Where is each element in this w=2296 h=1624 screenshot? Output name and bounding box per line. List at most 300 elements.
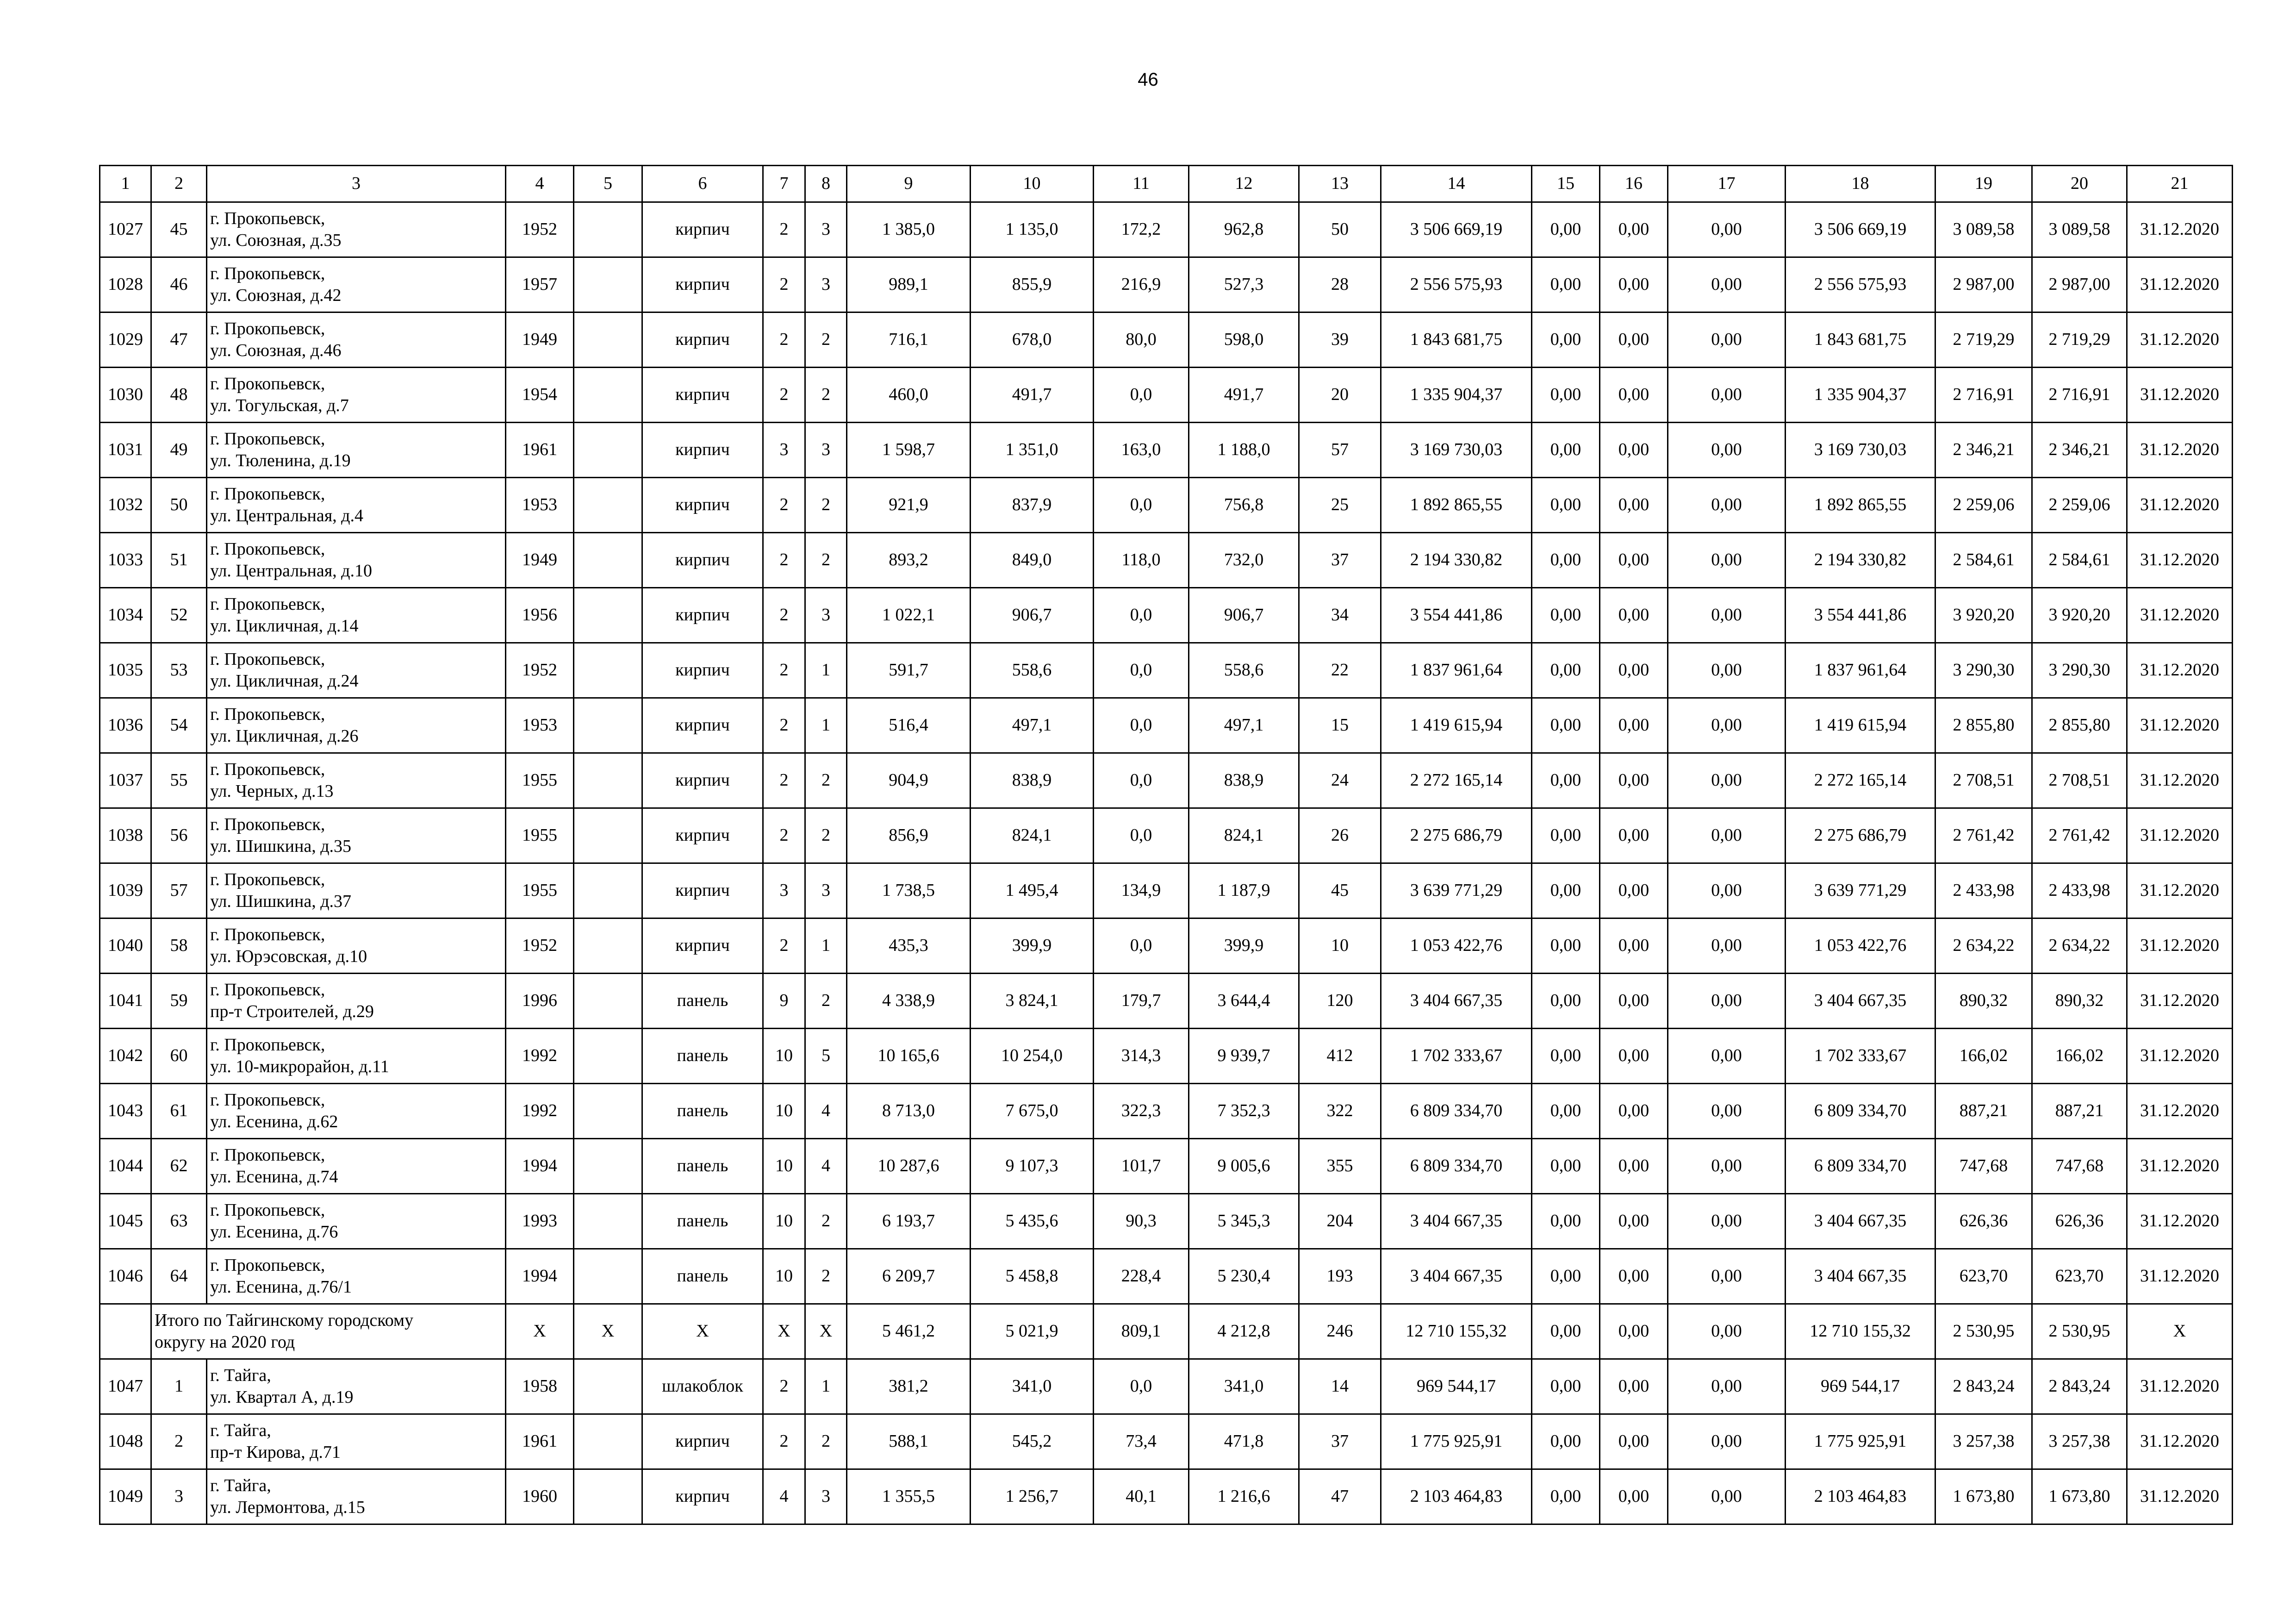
cell-col-6: кирпич: [642, 202, 763, 257]
address-city: г. Тайга,: [210, 1475, 271, 1495]
subtotal-col-8: X: [805, 1304, 847, 1359]
cell-col-15: 0,00: [1532, 643, 1600, 698]
cell-col-16: 0,00: [1600, 1029, 1668, 1084]
address-cell: [207, 312, 506, 368]
cell-col-15: 0,00: [1532, 257, 1600, 312]
cell-col-20: 2 987,00: [2032, 257, 2127, 312]
cell-col-20: 2 855,80: [2032, 698, 2127, 753]
cell-col-11: 314,3: [1094, 1029, 1189, 1084]
cell-col-4: 1958: [506, 1359, 574, 1414]
address-city: г. Прокопьевск,: [210, 924, 325, 944]
cell-col-12: 5 345,3: [1189, 1194, 1299, 1249]
cell-col-7: 2: [763, 588, 805, 643]
cell-col-11: 0,0: [1094, 808, 1189, 863]
cell-col-16: 0,00: [1600, 533, 1668, 588]
address-city: г. Прокопьевск,: [210, 814, 325, 834]
column-header: 13: [1299, 166, 1381, 202]
table-row: [100, 863, 2233, 918]
cell-col-10: 1 351,0: [971, 423, 1094, 478]
cell-col-8: 2: [805, 1194, 847, 1249]
column-header: 15: [1532, 166, 1600, 202]
cell-col-10: 341,0: [971, 1359, 1094, 1414]
address-city: г. Прокопьевск,: [210, 429, 325, 449]
cell-col-5: [574, 1249, 642, 1304]
cell-col-12: 732,0: [1189, 533, 1299, 588]
row-number: 1027: [100, 202, 151, 257]
cell-col-16: 0,00: [1600, 1469, 1668, 1524]
table-row: [100, 478, 2233, 533]
cell-col-5: [574, 1414, 642, 1469]
municipal-row-number: 46: [151, 257, 207, 312]
cell-col-18: 1 335 904,37: [1786, 368, 1935, 423]
cell-col-19: 2 433,98: [1935, 863, 2032, 918]
cell-col-11: 216,9: [1094, 257, 1189, 312]
cell-col-8: 5: [805, 1029, 847, 1084]
address-city: г. Прокопьевск,: [210, 759, 325, 779]
column-header: 3: [207, 166, 506, 202]
subtotal-col-5: X: [574, 1304, 642, 1359]
cell-col-16: 0,00: [1600, 863, 1668, 918]
cell-col-10: 1 495,4: [971, 863, 1094, 918]
cell-col-9: 588,1: [847, 1414, 971, 1469]
row-number: 1036: [100, 698, 151, 753]
cell-col-12: 906,7: [1189, 588, 1299, 643]
cell-col-19: 623,70: [1935, 1249, 2032, 1304]
cell-col-5: [574, 312, 642, 368]
table-row: [100, 257, 2233, 312]
cell-col-6: панель: [642, 1139, 763, 1194]
cell-col-15: 0,00: [1532, 1249, 1600, 1304]
cell-col-18: 6 809 334,70: [1786, 1084, 1935, 1139]
cell-col-20: 626,36: [2032, 1194, 2127, 1249]
cell-col-19: 887,21: [1935, 1084, 2032, 1139]
cell-col-17: 0,00: [1668, 698, 1786, 753]
address-cell: [207, 1194, 506, 1249]
cell-col-6: кирпич: [642, 1469, 763, 1524]
cell-col-6: кирпич: [642, 533, 763, 588]
cell-col-14: 6 809 334,70: [1381, 1139, 1532, 1194]
address-cell: [207, 202, 506, 257]
cell-col-14: 2 556 575,93: [1381, 257, 1532, 312]
cell-col-19: 626,36: [1935, 1194, 2032, 1249]
address-city: г. Тайга,: [210, 1365, 271, 1385]
cell-col-16: 0,00: [1600, 1414, 1668, 1469]
cell-col-14: 1 892 865,55: [1381, 478, 1532, 533]
column-header: 21: [2127, 166, 2233, 202]
cell-col-11: 40,1: [1094, 1469, 1189, 1524]
subtotal-col-14: 12 710 155,32: [1381, 1304, 1532, 1359]
cell-col-6: кирпич: [642, 698, 763, 753]
cell-col-12: 962,8: [1189, 202, 1299, 257]
cell-col-9: 591,7: [847, 643, 971, 698]
cell-col-20: 1 673,80: [2032, 1469, 2127, 1524]
cell-col-17: 0,00: [1668, 1249, 1786, 1304]
cell-col-4: 1955: [506, 808, 574, 863]
cell-col-4: 1949: [506, 312, 574, 368]
row-number: 1040: [100, 918, 151, 974]
row-number: 1035: [100, 643, 151, 698]
cell-col-15: 0,00: [1532, 1194, 1600, 1249]
cell-col-5: [574, 478, 642, 533]
address-city: г. Прокопьевск,: [210, 319, 325, 338]
cell-col-7: 2: [763, 312, 805, 368]
cell-col-19: 890,32: [1935, 974, 2032, 1029]
cell-col-9: 10 165,6: [847, 1029, 971, 1084]
cell-col-19: 2 346,21: [1935, 423, 2032, 478]
address-cell: [207, 643, 506, 698]
cell-col-7: 10: [763, 1139, 805, 1194]
cell-col-12: 5 230,4: [1189, 1249, 1299, 1304]
cell-col-10: 497,1: [971, 698, 1094, 753]
cell-col-11: 0,0: [1094, 753, 1189, 808]
cell-col-18: 1 775 925,91: [1786, 1414, 1935, 1469]
cell-col-11: 172,2: [1094, 202, 1189, 257]
cell-col-15: 0,00: [1532, 202, 1600, 257]
table-row: [100, 588, 2233, 643]
cell-col-10: 1 135,0: [971, 202, 1094, 257]
cell-col-8: 3: [805, 423, 847, 478]
cell-col-8: 2: [805, 533, 847, 588]
address-street: ул. Союзная, д.35: [210, 231, 342, 250]
cell-col-12: 3 644,4: [1189, 974, 1299, 1029]
row-number: 1028: [100, 257, 151, 312]
cell-col-9: 989,1: [847, 257, 971, 312]
cell-col-20: 2 843,24: [2032, 1359, 2127, 1414]
cell-col-14: 1 053 422,76: [1381, 918, 1532, 974]
cell-col-14: 2 272 165,14: [1381, 753, 1532, 808]
cell-col-9: 8 713,0: [847, 1084, 971, 1139]
address-cell: [207, 1414, 506, 1469]
municipal-row-number: 59: [151, 974, 207, 1029]
subtotal-col-19: 2 530,95: [1935, 1304, 2032, 1359]
cell-col-7: 2: [763, 1359, 805, 1414]
cell-col-13: 14: [1299, 1359, 1381, 1414]
cell-col-19: 2 761,42: [1935, 808, 2032, 863]
cell-col-21: 31.12.2020: [2127, 1084, 2233, 1139]
cell-col-21: 31.12.2020: [2127, 202, 2233, 257]
cell-col-11: 0,0: [1094, 643, 1189, 698]
cell-col-21: 31.12.2020: [2127, 1139, 2233, 1194]
cell-col-7: 2: [763, 698, 805, 753]
cell-col-15: 0,00: [1532, 753, 1600, 808]
cell-col-13: 37: [1299, 1414, 1381, 1469]
cell-col-6: панель: [642, 1249, 763, 1304]
subtotal-col-18: 12 710 155,32: [1786, 1304, 1935, 1359]
municipal-row-number: 3: [151, 1469, 207, 1524]
cell-col-5: [574, 698, 642, 753]
municipal-row-number: 49: [151, 423, 207, 478]
cell-col-17: 0,00: [1668, 312, 1786, 368]
table-row: [100, 423, 2233, 478]
cell-col-14: 3 554 441,86: [1381, 588, 1532, 643]
column-header: 17: [1668, 166, 1786, 202]
address-cell: [207, 753, 506, 808]
cell-col-4: 1992: [506, 1029, 574, 1084]
column-header: 19: [1935, 166, 2032, 202]
cell-col-15: 0,00: [1532, 588, 1600, 643]
row-number: 1033: [100, 533, 151, 588]
cell-col-10: 5 458,8: [971, 1249, 1094, 1304]
cell-col-13: 412: [1299, 1029, 1381, 1084]
cell-col-13: 26: [1299, 808, 1381, 863]
cell-col-13: 50: [1299, 202, 1381, 257]
cell-col-14: 2 194 330,82: [1381, 533, 1532, 588]
cell-col-19: 1 673,80: [1935, 1469, 2032, 1524]
cell-col-20: 3 089,58: [2032, 202, 2127, 257]
cell-col-20: 2 259,06: [2032, 478, 2127, 533]
cell-col-12: 1 187,9: [1189, 863, 1299, 918]
row-number: 1049: [100, 1469, 151, 1524]
cell-col-4: 1953: [506, 698, 574, 753]
cell-col-4: 1952: [506, 202, 574, 257]
cell-col-19: 166,02: [1935, 1029, 2032, 1084]
cell-col-9: 460,0: [847, 368, 971, 423]
address-city: г. Прокопьевск,: [210, 1145, 325, 1165]
cell-col-12: 9 005,6: [1189, 1139, 1299, 1194]
cell-col-21: 31.12.2020: [2127, 918, 2233, 974]
cell-col-5: [574, 753, 642, 808]
row-number: 1045: [100, 1194, 151, 1249]
cell-col-13: 24: [1299, 753, 1381, 808]
cell-col-18: 1 843 681,75: [1786, 312, 1935, 368]
cell-col-21: 31.12.2020: [2127, 1469, 2233, 1524]
cell-col-16: 0,00: [1600, 698, 1668, 753]
table-row: [100, 698, 2233, 753]
cell-col-21: 31.12.2020: [2127, 368, 2233, 423]
cell-col-6: кирпич: [642, 312, 763, 368]
cell-col-16: 0,00: [1600, 1194, 1668, 1249]
cell-col-5: [574, 863, 642, 918]
cell-col-10: 5 435,6: [971, 1194, 1094, 1249]
cell-col-11: 0,0: [1094, 918, 1189, 974]
address-cell: [207, 1359, 506, 1414]
cell-col-8: 1: [805, 643, 847, 698]
address-cell: [207, 588, 506, 643]
cell-col-21: 31.12.2020: [2127, 478, 2233, 533]
cell-col-17: 0,00: [1668, 423, 1786, 478]
table-row: [100, 1249, 2233, 1304]
subtotal-label-line: округу на 2020 год: [155, 1332, 295, 1352]
row-number: 1032: [100, 478, 151, 533]
table-row: [100, 753, 2233, 808]
cell-col-15: 0,00: [1532, 312, 1600, 368]
cell-col-21: 31.12.2020: [2127, 698, 2233, 753]
cell-col-17: 0,00: [1668, 1084, 1786, 1139]
cell-col-4: 1956: [506, 588, 574, 643]
address-cell: [207, 1139, 506, 1194]
subtotal-col-6: X: [642, 1304, 763, 1359]
cell-col-13: 10: [1299, 918, 1381, 974]
cell-col-5: [574, 202, 642, 257]
cell-col-10: 838,9: [971, 753, 1094, 808]
cell-col-20: 166,02: [2032, 1029, 2127, 1084]
cell-col-4: 1993: [506, 1194, 574, 1249]
cell-col-11: 0,0: [1094, 588, 1189, 643]
cell-col-9: 1 598,7: [847, 423, 971, 478]
cell-col-19: 2 716,91: [1935, 368, 2032, 423]
cell-col-18: 1 702 333,67: [1786, 1029, 1935, 1084]
cell-col-14: 2 275 686,79: [1381, 808, 1532, 863]
cell-col-6: панель: [642, 1084, 763, 1139]
cell-col-7: 9: [763, 974, 805, 1029]
cell-col-5: [574, 1469, 642, 1524]
table-row: [100, 974, 2233, 1029]
cell-col-15: 0,00: [1532, 863, 1600, 918]
cell-col-11: 228,4: [1094, 1249, 1189, 1304]
cell-col-21: 31.12.2020: [2127, 808, 2233, 863]
cell-col-8: 2: [805, 478, 847, 533]
cell-col-19: 2 719,29: [1935, 312, 2032, 368]
cell-col-15: 0,00: [1532, 478, 1600, 533]
column-header: 5: [574, 166, 642, 202]
cell-col-9: 1 022,1: [847, 588, 971, 643]
cell-col-15: 0,00: [1532, 533, 1600, 588]
cell-col-9: 893,2: [847, 533, 971, 588]
cell-col-8: 4: [805, 1084, 847, 1139]
cell-col-8: 3: [805, 202, 847, 257]
cell-col-7: 2: [763, 918, 805, 974]
empty-cell: [100, 1304, 151, 1359]
address-cell: [207, 423, 506, 478]
cell-col-17: 0,00: [1668, 368, 1786, 423]
cell-col-20: 623,70: [2032, 1249, 2127, 1304]
cell-col-12: 824,1: [1189, 808, 1299, 863]
cell-col-10: 1 256,7: [971, 1469, 1094, 1524]
cell-col-12: 497,1: [1189, 698, 1299, 753]
cell-col-12: 7 352,3: [1189, 1084, 1299, 1139]
cell-col-11: 163,0: [1094, 423, 1189, 478]
address-street: ул. Тюленина, д.19: [210, 451, 351, 470]
cell-col-6: панель: [642, 1029, 763, 1084]
cell-col-17: 0,00: [1668, 1414, 1786, 1469]
cell-col-15: 0,00: [1532, 918, 1600, 974]
row-number: 1039: [100, 863, 151, 918]
cell-col-11: 134,9: [1094, 863, 1189, 918]
cell-col-4: 1949: [506, 533, 574, 588]
header-row: [100, 166, 2233, 202]
subtotal-col-21: X: [2127, 1304, 2233, 1359]
cell-col-5: [574, 808, 642, 863]
table-row: [100, 918, 2233, 974]
address-cell: [207, 1029, 506, 1084]
cell-col-20: 747,68: [2032, 1139, 2127, 1194]
cell-col-11: 0,0: [1094, 698, 1189, 753]
cell-col-6: кирпич: [642, 753, 763, 808]
cell-col-11: 179,7: [1094, 974, 1189, 1029]
cell-col-10: 849,0: [971, 533, 1094, 588]
table-row: [100, 1469, 2233, 1524]
cell-col-15: 0,00: [1532, 1029, 1600, 1084]
row-number: 1034: [100, 588, 151, 643]
cell-col-14: 2 103 464,83: [1381, 1469, 1532, 1524]
cell-col-5: [574, 533, 642, 588]
address-street: ул. Черных, д.13: [210, 781, 334, 801]
cell-col-7: 10: [763, 1194, 805, 1249]
cell-col-20: 2 708,51: [2032, 753, 2127, 808]
cell-col-11: 0,0: [1094, 1359, 1189, 1414]
cell-col-7: 3: [763, 863, 805, 918]
municipal-row-number: 63: [151, 1194, 207, 1249]
cell-col-9: 1 355,5: [847, 1469, 971, 1524]
cell-col-14: 3 404 667,35: [1381, 1194, 1532, 1249]
cell-col-14: 1 843 681,75: [1381, 312, 1532, 368]
page-number: 46: [1138, 69, 1158, 90]
table-row: [100, 808, 2233, 863]
cell-col-15: 0,00: [1532, 974, 1600, 1029]
address-cell: [207, 1084, 506, 1139]
cell-col-19: 3 920,20: [1935, 588, 2032, 643]
cell-col-5: [574, 588, 642, 643]
cell-col-9: 516,4: [847, 698, 971, 753]
cell-col-17: 0,00: [1668, 588, 1786, 643]
cell-col-19: 3 290,30: [1935, 643, 2032, 698]
cell-col-5: [574, 1029, 642, 1084]
municipal-row-number: 57: [151, 863, 207, 918]
cell-col-21: 31.12.2020: [2127, 533, 2233, 588]
cell-col-5: [574, 1359, 642, 1414]
address-street: ул. Есенина, д.76: [210, 1222, 338, 1242]
cell-col-6: кирпич: [642, 808, 763, 863]
cell-col-8: 1: [805, 698, 847, 753]
cell-col-17: 0,00: [1668, 1029, 1786, 1084]
cell-col-5: [574, 918, 642, 974]
cell-col-18: 1 053 422,76: [1786, 918, 1935, 974]
cell-col-18: 1 892 865,55: [1786, 478, 1935, 533]
cell-col-18: 969 544,17: [1786, 1359, 1935, 1414]
cell-col-20: 2 761,42: [2032, 808, 2127, 863]
address-city: г. Прокопьевск,: [210, 594, 325, 614]
subtotal-label-line: Итого по Тайгинскому городскому: [155, 1310, 414, 1330]
cell-col-13: 355: [1299, 1139, 1381, 1194]
cell-col-18: 1 419 615,94: [1786, 698, 1935, 753]
cell-col-16: 0,00: [1600, 202, 1668, 257]
cell-col-8: 2: [805, 974, 847, 1029]
cell-col-17: 0,00: [1668, 808, 1786, 863]
cell-col-19: 2 843,24: [1935, 1359, 2032, 1414]
housing-registry-table: [99, 165, 2233, 1525]
address-street: ул. Есенина, д.74: [210, 1167, 338, 1187]
table-row: [100, 643, 2233, 698]
cell-col-13: 45: [1299, 863, 1381, 918]
cell-col-21: 31.12.2020: [2127, 863, 2233, 918]
cell-col-10: 399,9: [971, 918, 1094, 974]
cell-col-10: 824,1: [971, 808, 1094, 863]
cell-col-13: 193: [1299, 1249, 1381, 1304]
municipal-row-number: 53: [151, 643, 207, 698]
column-header: 18: [1786, 166, 1935, 202]
cell-col-5: [574, 1084, 642, 1139]
cell-col-16: 0,00: [1600, 753, 1668, 808]
cell-col-21: 31.12.2020: [2127, 588, 2233, 643]
cell-col-7: 2: [763, 533, 805, 588]
subtotal-col-4: X: [506, 1304, 574, 1359]
cell-col-18: 3 554 441,86: [1786, 588, 1935, 643]
address-city: г. Тайга,: [210, 1420, 271, 1440]
cell-col-15: 0,00: [1532, 1414, 1600, 1469]
municipal-row-number: 45: [151, 202, 207, 257]
cell-col-4: 1957: [506, 257, 574, 312]
cell-col-13: 34: [1299, 588, 1381, 643]
cell-col-18: 2 275 686,79: [1786, 808, 1935, 863]
table-row: [100, 1029, 2233, 1084]
cell-col-19: 2 708,51: [1935, 753, 2032, 808]
cell-col-6: кирпич: [642, 863, 763, 918]
cell-col-15: 0,00: [1532, 698, 1600, 753]
cell-col-13: 47: [1299, 1469, 1381, 1524]
cell-col-10: 558,6: [971, 643, 1094, 698]
cell-col-12: 491,7: [1189, 368, 1299, 423]
address-cell: [207, 478, 506, 533]
